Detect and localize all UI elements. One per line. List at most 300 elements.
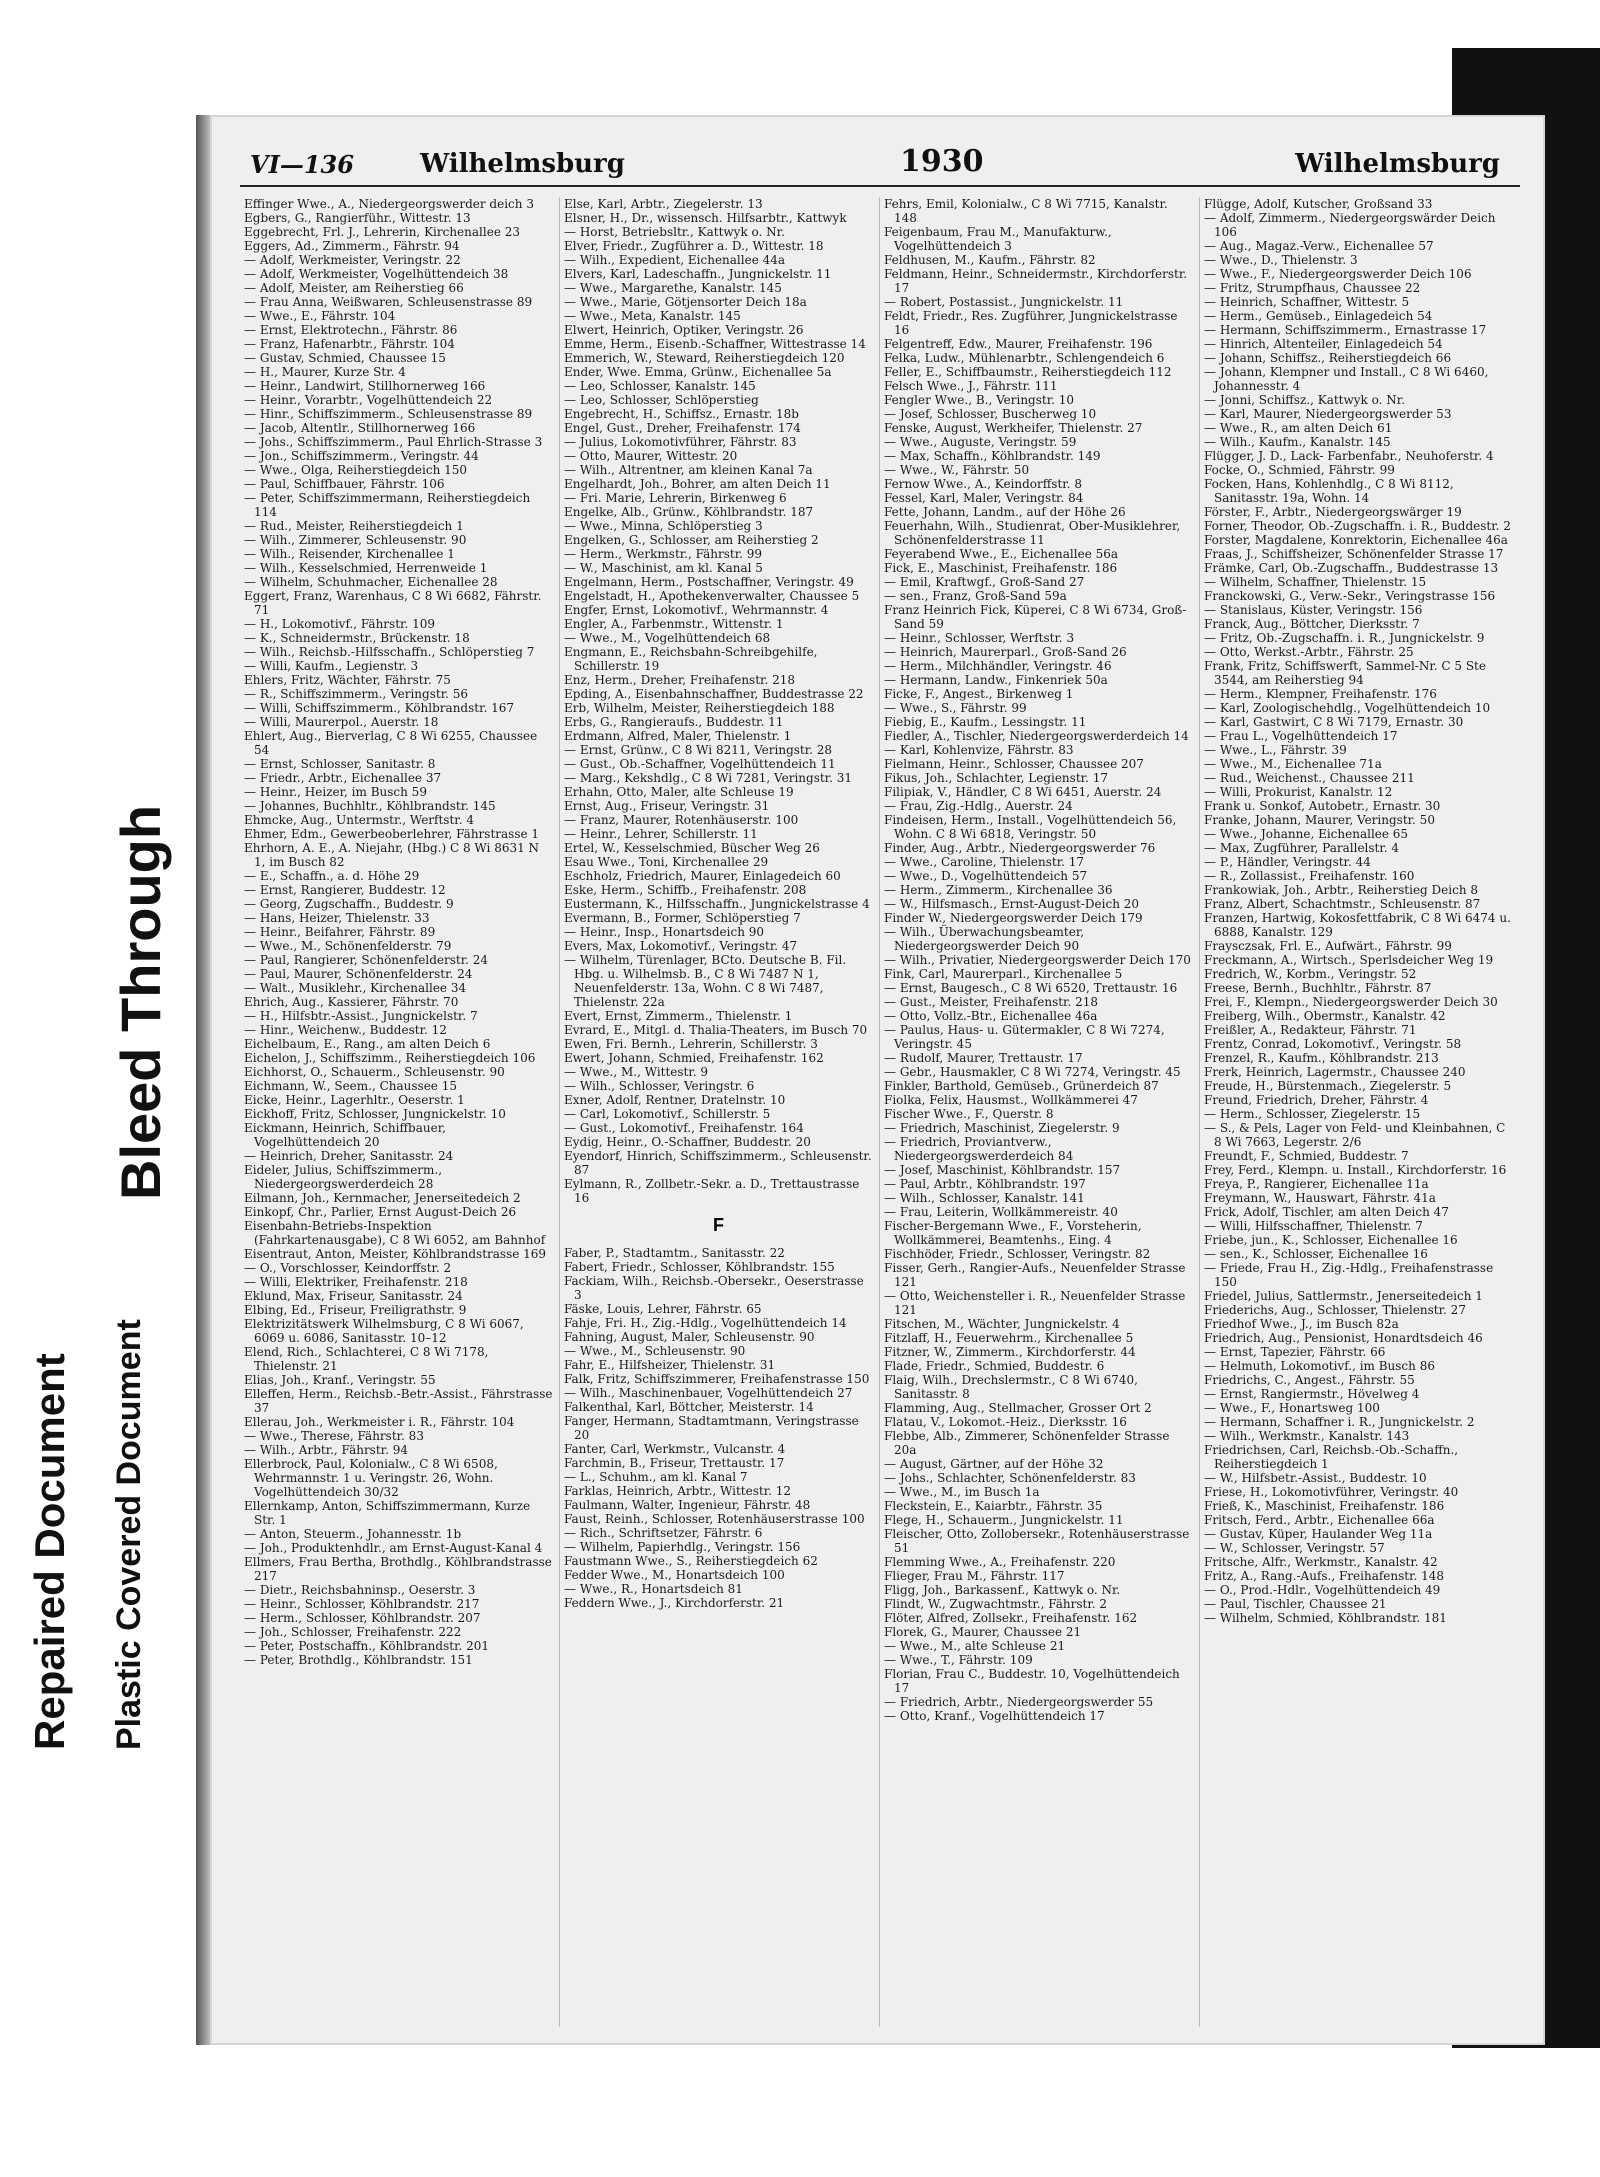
directory-entry: Fisser, Gerh., Rangier-Aufs., Neuenfelder Strasse 121	[884, 1261, 1186, 1289]
directory-entry: — L., Schuhm., am kl. Kanal 7	[564, 1470, 748, 1484]
directory-entry: — Wwe., Caroline, Thielenstr. 17	[884, 855, 1085, 869]
directory-entry: — Heinrich, Dreher, Sanitasstr. 24	[244, 1149, 454, 1163]
directory-entry: Eickmann, Heinrich, Schiffbauer, Vogelhüttendeich 20	[244, 1121, 446, 1149]
directory-entry: — Gebr., Hausmakler, C 8 Wi 7274, Veringstr. 45	[884, 1065, 1181, 1079]
directory-column-1	[240, 197, 560, 2027]
directory-entry: Erbs, G., Rangieraufs., Buddestr. 11	[564, 715, 784, 729]
directory-entry: Fengler Wwe., B., Veringstr. 10	[884, 393, 1075, 407]
directory-entry: Franz, Albert, Schachtmstr., Schleusenstr. 87	[1204, 897, 1481, 911]
directory-entry: — Hinrich, Altenteiler, Einlagedeich 54	[1204, 337, 1443, 351]
directory-entry: — Willi, Prokurist, Kanalstr. 12	[1204, 785, 1393, 799]
directory-entry: Freymann, W., Hauswart, Fährstr. 41a	[1204, 1191, 1436, 1205]
directory-entry: — Wwe., E., Fährstr. 104	[244, 309, 396, 323]
directory-entry: — Ernst, Rangiermstr., Hövelweg 4	[1204, 1387, 1420, 1401]
directory-entry: — Otto, Kranf., Vogelhüttendeich 17	[884, 1709, 1105, 1723]
directory-entry: — Adolf, Zimmerm., Niedergeorgswärder Deich 106	[1204, 211, 1496, 239]
directory-entry: — Herm., Schlosser, Ziegelerstr. 15	[1204, 1107, 1421, 1121]
directory-entry: Frentz, Conrad, Lokomotivf., Veringstr. 58	[1204, 1037, 1462, 1051]
directory-entry: — Friedrich, Proviantverw., Niedergeorgswerderdeich 84	[884, 1135, 1074, 1163]
directory-entry: — Fritz, Strumpfhaus, Chaussee 22	[1204, 281, 1421, 295]
directory-entry: Flemming Wwe., A., Freihafenstr. 220	[884, 1555, 1116, 1569]
directory-entry: Feddern Wwe., J., Kirchdorferstr. 21	[564, 1596, 785, 1610]
directory-entry: Engfer, Ernst, Lokomotivf., Wehrmannstr. 4	[564, 603, 829, 617]
directory-entry: — Wwe., M., Vogelhüttendeich 68	[564, 631, 771, 645]
directory-entry: Eschholz, Friedrich, Maurer, Einlagedeich 60	[564, 869, 841, 883]
directory-entry: Elektrizitätswerk Wilhelmsburg, C 8 Wi 6067, 6069 u. 6086, Sanitasstr. 10–12	[244, 1317, 524, 1345]
directory-entry: — Gust., Ob.-Schaffner, Vogelhüttendeich 11	[564, 757, 836, 771]
directory-column-2	[560, 197, 880, 2027]
directory-entry: — Heinr., Schlosser, Köhlbrandstr. 217	[244, 1597, 480, 1611]
directory-entry: Felsch Wwe., J., Fährstr. 111	[884, 379, 1058, 393]
directory-entry: — Johann, Klempner und Install., C 8 Wi 6460, Johannesstr. 4	[1204, 365, 1489, 393]
directory-entry: Epding, A., Eisenbahnschaffner, Buddestrasse 22	[564, 687, 864, 701]
directory-entry: — H., Hilfsbtr.-Assist., Jungnickelstr. 7	[244, 1009, 478, 1023]
directory-entry: — Wwe., T., Fährstr. 109	[884, 1653, 1033, 1667]
directory-entry: — Herm., Schlosser, Köhlbrandstr. 207	[244, 1611, 481, 1625]
directory-entry: Eggert, Franz, Warenhaus, C 8 Wi 6682, Fährstr. 71	[244, 589, 542, 617]
directory-entry: — Wilh., Zimmerer, Schleusenstr. 90	[244, 533, 467, 547]
directory-entry: — Marg., Kekshdlg., C 8 Wi 7281, Veringstr. 31	[564, 771, 852, 785]
directory-entry: — Willi, Maurerpol., Auerstr. 18	[244, 715, 439, 729]
directory-entry: — Otto, Maurer, Wittestr. 20	[564, 449, 738, 463]
directory-entry: Elsner, H., Dr., wissensch. Hilfsarbtr., Kattwyk	[564, 211, 847, 225]
directory-entry: Feldmann, Heinr., Schneidermstr., Kirchdorferstr. 17	[884, 267, 1188, 295]
directory-entry: Florek, G., Maurer, Chaussee 21	[884, 1625, 1082, 1639]
directory-entry: Ehlers, Fritz, Wächter, Fährstr. 75	[244, 673, 451, 687]
directory-entry: Erb, Wilhelm, Meister, Reiherstiegdeich 188	[564, 701, 835, 715]
directory-entry: — Wwe., R., Honartsdeich 81	[564, 1582, 743, 1596]
directory-entry: Friedhof Wwe., J., im Busch 82a	[1204, 1317, 1399, 1331]
directory-entry: — Karl, Maurer, Niedergeorgswerder 53	[1204, 407, 1452, 421]
directory-entry: Eichmann, W., Seem., Chaussee 15	[244, 1079, 457, 1093]
directory-entry: — W., Schlosser, Veringstr. 57	[1204, 1541, 1385, 1555]
directory-entry: — Wilh., Schlosser, Kanalstr. 141	[884, 1191, 1085, 1205]
directory-entry: — Herm., Gemüseb., Einlagedeich 54	[1204, 309, 1433, 323]
directory-entry: Friebe, jun., K., Schlosser, Eichenallee 16	[1204, 1233, 1458, 1247]
directory-entry: — Rudolf, Maurer, Trettaustr. 17	[884, 1051, 1083, 1065]
directory-entry: — Peter, Postschaffn., Köhlbrandstr. 201	[244, 1639, 490, 1653]
directory-entry: — Wwe., L., Fährstr. 39	[1204, 743, 1347, 757]
directory-entry: Fritsch, Ferd., Arbtr., Eichenallee 66a	[1204, 1513, 1435, 1527]
directory-entry: — H., Maurer, Kurze Str. 4	[244, 365, 406, 379]
directory-entry: — Wilh., Privatier, Niedergeorgswerder Deich 170	[884, 953, 1191, 967]
directory-entry: Frank u. Sonkof, Autobetr., Ernastr. 30	[1204, 799, 1441, 813]
directory-entry: — Fri. Marie, Lehrerin, Birkenweg 6	[564, 491, 787, 505]
directory-entry: Frieß, K., Maschinist, Freihafenstr. 186	[1204, 1499, 1445, 1513]
directory-entry: — K., Schneidermstr., Brückenstr. 18	[244, 631, 470, 645]
directory-entry: — August, Gärtner, auf der Höhe 32	[884, 1457, 1104, 1471]
directory-entry: — Johann, Schiffsz., Reiherstiegdeich 66	[1204, 351, 1452, 365]
directory-entry: Forner, Theodor, Ob.-Zugschaffn. i. R., Buddestr. 2	[1204, 519, 1511, 533]
directory-entry: — P., Händler, Veringstr. 44	[1204, 855, 1371, 869]
directory-entry: — Wwe., M., alte Schleuse 21	[884, 1639, 1066, 1653]
directory-entry: Fette, Johann, Landm., auf der Höhe 26	[884, 505, 1126, 519]
directory-entry: Freude, H., Bürstenmach., Ziegelerstr. 5	[1204, 1079, 1452, 1093]
directory-entry: Felgentreff, Edw., Maurer, Freihafenstr. 196	[884, 337, 1153, 351]
directory-entry: — Karl, Gastwirt, C 8 Wi 7179, Ernastr. 30	[1204, 715, 1464, 729]
directory-entry: — Wilh., Arbtr., Fährstr. 94	[244, 1443, 408, 1457]
directory-entry: Else, Karl, Arbtr., Ziegelerstr. 13	[564, 197, 763, 211]
directory-entry: — Wwe., Margarethe, Kanalstr. 145	[564, 281, 782, 295]
directory-entry: Franzen, Hartwig, Kokosfettfabrik, C 8 Wi 6474 u. 6888, Kanalstr. 129	[1204, 911, 1511, 939]
directory-entry: Fiolka, Felix, Hausmst., Wollkämmerei 47	[884, 1093, 1138, 1107]
directory-entry: — Wwe., M., Schleusenstr. 90	[564, 1344, 746, 1358]
directory-entry: — Rud., Weichenst., Chaussee 211	[1204, 771, 1415, 785]
directory-entry: Faulmann, Walter, Ingenieur, Fährstr. 48	[564, 1498, 811, 1512]
directory-entry: — Wwe., M., im Busch 1a	[884, 1485, 1040, 1499]
directory-entry: — Heinr., Lehrer, Schillerstr. 11	[564, 827, 758, 841]
directory-entry: Freundt, F., Schmied, Buddestr. 7	[1204, 1149, 1409, 1163]
directory-entry: Feyerabend Wwe., E., Eichenallee 56a	[884, 547, 1119, 561]
directory-entry: — Heinr., Insp., Honartsdeich 90	[564, 925, 765, 939]
directory-entry: Forster, Magdalene, Konrektorin, Eichenallee 46a	[1204, 533, 1508, 547]
directory-entry: — Friedr., Arbtr., Eichenallee 37	[244, 771, 442, 785]
directory-entry: Franck, Aug., Böttcher, Dierksstr. 7	[1204, 617, 1420, 631]
directory-entry: Focke, O., Schmied, Fährstr. 99	[1204, 463, 1395, 477]
directory-entry: — Jacob, Altentlr., Stillhornerweg 166	[244, 421, 476, 435]
repaired-document-label: Repaired Document	[26, 1353, 73, 1750]
directory-entry: — Joh., Produktenhdlr., am Ernst-August-Kanal 4	[244, 1541, 543, 1555]
directory-entry: Faber, P., Stadtamtm., Sanitasstr. 22	[564, 1246, 785, 1260]
directory-entry: Freckmann, A., Wirtsch., Sperlsdeicher Weg 19	[1204, 953, 1494, 967]
directory-entry: — Wilh., Reisender, Kirchenallee 1	[244, 547, 455, 561]
directory-entry: Friedrich, Aug., Pensionist, Honardtsdeich 46	[1204, 1331, 1483, 1345]
directory-entry: — Joh., Schlosser, Freihafenstr. 222	[244, 1625, 462, 1639]
directory-entry: Ewert, Johann, Schmied, Freihafenstr. 162	[564, 1051, 824, 1065]
directory-entry: — Otto, Vollz.-Btr., Eichenallee 46a	[884, 1009, 1098, 1023]
directory-entry: Fraas, J., Schiffsheizer, Schönenfelder Strasse 17	[1204, 547, 1504, 561]
directory-entry: Freya, P., Rangierer, Eichenallee 11a	[1204, 1177, 1429, 1191]
directory-entry: — Wilh., Überwachungsbeamter, Niedergeorgswerder Deich 90	[884, 925, 1085, 953]
directory-entry: — Stanislaus, Küster, Veringstr. 156	[1204, 603, 1423, 617]
directory-entry: Feuerhahn, Wilh., Studienrat, Ober-Musiklehrer, Schönenfelderstrasse 11	[884, 519, 1181, 547]
directory-entry: Fleischer, Otto, Zollobersekr., Rotenhäuserstrasse 51	[884, 1527, 1190, 1555]
directory-entry: Erdmann, Alfred, Maler, Thielenstr. 1	[564, 729, 792, 743]
directory-entry: Eylmann, R., Zollbetr.-Sekr. a. D., Trettaustrasse 16	[564, 1177, 860, 1205]
directory-entry: — Wilh., Kaufm., Kanalstr. 145	[1204, 435, 1391, 449]
directory-entry: Frerk, Heinrich, Lagermstr., Chaussee 240	[1204, 1065, 1466, 1079]
directory-entry: — Willi, Hilfsschaffner, Thielenstr. 7	[1204, 1219, 1423, 1233]
directory-entry: — Ernst, Rangierer, Buddestr. 12	[244, 883, 446, 897]
directory-entry: — Wilhelm, Türenlager, BCto. Deutsche B. Fil. Hbg. u. Wilhelmsb. B., C 8 Wi 7487 N 1, Neuenfelderstr. 13a, Wohn. C 8 Wi 7487, Thielenstr. 22a	[564, 953, 847, 1009]
directory-entry: — Wilh., Reichsb.-Hilfsschaffn., Schlöperstieg 7	[244, 645, 535, 659]
directory-entry: Elleffen, Herm., Reichsb.-Betr.-Assist., Fährstrasse 37	[244, 1387, 553, 1415]
directory-entry: — Georg, Zugschaffn., Buddestr. 9	[244, 897, 454, 911]
directory-entry: Fitzner, W., Zimmerm., Kirchdorferstr. 44	[884, 1345, 1136, 1359]
directory-entry: Flade, Friedr., Schmied, Buddestr. 6	[884, 1359, 1105, 1373]
directory-entry: — Herm., Werkmstr., Fährstr. 99	[564, 547, 763, 561]
directory-entry: Eske, Herm., Schiffb., Freihafenstr. 208	[564, 883, 807, 897]
directory-entry: — Wwe., Meta, Kanalstr. 145	[564, 309, 741, 323]
directory-entry: — Hermann, Landw., Finkenriek 50a	[884, 673, 1108, 687]
directory-entry: — Hinr., Schiffszimmerm., Schleusenstrasse 89	[244, 407, 533, 421]
directory-entry: — Willi, Kaufm., Legienstr. 3	[244, 659, 419, 673]
directory-entry: Friedrichsen, Carl, Reichsb.-Ob.-Schaffn., Reiherstiegdeich 1	[1204, 1443, 1459, 1471]
directory-entry: Frei, F., Klempn., Niedergeorgswerder Deich 30	[1204, 995, 1498, 1009]
directory-entry: — Aug., Magaz.-Verw., Eichenallee 57	[1204, 239, 1434, 253]
directory-entry: Ficke, F., Angest., Birkenweg 1	[884, 687, 1074, 701]
directory-entry: Finkler, Barthold, Gemüseb., Grünerdeich 87	[884, 1079, 1159, 1093]
directory-entry: Falk, Fritz, Schiffszimmerer, Freihafenstrasse 150	[564, 1372, 870, 1386]
directory-entry: — Gust., Meister, Freihafenstr. 218	[884, 995, 1098, 1009]
directory-entry: — W., Hilfsbetr.-Assist., Buddestr. 10	[1204, 1471, 1427, 1485]
directory-entry: Feldt, Friedr., Res. Zugführer, Jungnickelstrasse 16	[884, 309, 1178, 337]
directory-entry: — Paulus, Haus- u. Gütermakler, C 8 Wi 7274, Veringstr. 45	[884, 1023, 1165, 1051]
directory-entry: — Wwe., Minna, Schlöperstieg 3	[564, 519, 763, 533]
directory-entry: Fick, E., Maschinist, Freihafenstr. 186	[884, 561, 1118, 575]
directory-entry: Fernow Wwe., A., Keindorffstr. 8	[884, 477, 1082, 491]
directory-entry: — Wwe., M., Eichenallee 71a	[1204, 757, 1382, 771]
directory-entry: — Frau, Zig.-Hdlg., Auerstr. 24	[884, 799, 1073, 813]
directory-entry: Elvers, Karl, Ladeschaffn., Jungnickelstr. 11	[564, 267, 832, 281]
directory-entry: Eggebrecht, Frl. J., Lehrerin, Kirchenallee 23	[244, 225, 520, 239]
directory-entry: — Ernst, Elektrotechn., Fährstr. 86	[244, 323, 458, 337]
directory-entry: Emmerich, W., Steward, Reiherstiegdeich 120	[564, 351, 845, 365]
directory-entry: — Wwe., R., am alten Deich 61	[1204, 421, 1393, 435]
directory-entry: Ertel, W., Kesselschmied, Büscher Weg 26	[564, 841, 820, 855]
directory-page	[210, 115, 1545, 2045]
directory-entry: Finder, Aug., Arbtr., Niedergeorgswerder 76	[884, 841, 1156, 855]
directory-entry: Ehrich, Aug., Kassierer, Fährstr. 70	[244, 995, 459, 1009]
directory-entry: Friedel, Julius, Sattlermstr., Jenerseitedeich 1	[1204, 1289, 1483, 1303]
directory-entry: — R., Zollassist., Freihafenstr. 160	[1204, 869, 1415, 883]
directory-entry: — Julius, Lokomotivführer, Fährstr. 83	[564, 435, 797, 449]
directory-entry: — Wilh., Maschinenbauer, Vogelhüttendeich 27	[564, 1386, 853, 1400]
directory-entry: Eichelbaum, E., Rang., am alten Deich 6	[244, 1037, 491, 1051]
directory-columns	[240, 197, 1520, 2027]
directory-entry: Elend, Rich., Schlachterei, C 8 Wi 7178, Thielenstr. 21	[244, 1345, 489, 1373]
directory-entry: Flamming, Aug., Stellmacher, Grosser Ort 2	[884, 1401, 1152, 1415]
directory-entry: — Jonni, Schiffsz., Kattwyk o. Nr.	[1204, 393, 1406, 407]
directory-entry: — Carl, Lokomotivf., Schillerstr. 5	[564, 1107, 771, 1121]
directory-entry: Engebrecht, H., Schiffsz., Ernastr. 18b	[564, 407, 799, 421]
directory-entry: — Rud., Meister, Reiherstiegdeich 1	[244, 519, 464, 533]
directory-entry: Falkenthal, Karl, Böttcher, Meisterstr. 14	[564, 1400, 814, 1414]
directory-entry: — Wwe., F., Honartsweg 100	[1204, 1401, 1380, 1415]
directory-entry: Flege, H., Schauerm., Jungnickelstr. 11	[884, 1513, 1124, 1527]
directory-entry: — Rich., Schriftsetzer, Fährstr. 6	[564, 1526, 763, 1540]
directory-entry: — sen., K., Schlosser, Eichenallee 16	[1204, 1247, 1428, 1261]
directory-entry: — Wwe., S., Fährstr. 99	[884, 701, 1027, 715]
directory-entry: — Jon., Schiffszimmerm., Veringstr. 44	[244, 449, 479, 463]
directory-entry: — Johs., Schlachter, Schönenfelderstr. 83	[884, 1471, 1136, 1485]
directory-entry: — Heinr., Vorarbtr., Vogelhüttendeich 22	[244, 393, 493, 407]
directory-entry: Eggers, Ad., Zimmerm., Fährstr. 94	[244, 239, 460, 253]
directory-entry: — Dietr., Reichsbahninsp., Oeserstr. 3	[244, 1583, 476, 1597]
directory-entry: Frenzel, R., Kaufm., Köhlbrandstr. 213	[1204, 1051, 1439, 1065]
directory-entry: Ellmers, Frau Bertha, Brothdlg., Köhlbrandstrasse 217	[244, 1555, 552, 1583]
directory-entry: Fahning, August, Maler, Schleusenstr. 90	[564, 1330, 815, 1344]
directory-entry: Fikus, Joh., Schlachter, Legienstr. 17	[884, 771, 1108, 785]
directory-entry: Evert, Ernst, Zimmerm., Thielenstr. 1	[564, 1009, 793, 1023]
directory-entry: Exner, Adolf, Rentner, Dratelnstr. 10	[564, 1093, 786, 1107]
directory-entry: — Herm., Milchhändler, Veringstr. 46	[884, 659, 1112, 673]
directory-entry: Förster, F., Arbtr., Niedergeorgswärger 19	[1204, 505, 1462, 519]
directory-entry: Fahr, E., Hilfsheizer, Thielenstr. 31	[564, 1358, 776, 1372]
directory-entry: Evermann, B., Former, Schlöperstieg 7	[564, 911, 801, 925]
directory-entry: Felka, Ludw., Mühlenarbtr., Schlengendeich 6	[884, 351, 1165, 365]
directory-entry: Fäske, Louis, Lehrer, Fährstr. 65	[564, 1302, 762, 1316]
directory-entry: Fielmann, Heinr., Schlosser, Chaussee 207	[884, 757, 1144, 771]
directory-entry: — Wwe., Olga, Reiherstiegdeich 150	[244, 463, 468, 477]
directory-entry: — Heinr., Landwirt, Stillhornerweg 166	[244, 379, 486, 393]
directory-entry: Eyendorf, Hinrich, Schiffszimmerm., Schleusenstr. 87	[564, 1149, 872, 1177]
directory-entry: Evrard, E., Mitgl. d. Thalia-Theaters, im Busch 70	[564, 1023, 868, 1037]
directory-entry: Esau Wwe., Toni, Kirchenallee 29	[564, 855, 769, 869]
directory-entry: Fredrich, W., Korbm., Veringstr. 52	[1204, 967, 1417, 981]
directory-entry: — Paul, Arbtr., Köhlbrandstr. 197	[884, 1177, 1086, 1191]
directory-entry: Frankowiak, Joh., Arbtr., Reiherstieg Deich 8	[1204, 883, 1478, 897]
directory-entry: Enz, Herm., Dreher, Freihafenstr. 218	[564, 673, 795, 687]
directory-entry: Effinger Wwe., A., Niedergeorgswerder deich 3	[244, 197, 534, 211]
directory-entry: Flebbe, Alb., Zimmerer, Schönenfelder Strasse 20a	[884, 1429, 1170, 1457]
directory-entry: Fehrs, Emil, Kolonialw., C 8 Wi 7715, Kanalstr. 148	[884, 197, 1168, 225]
directory-entry: — Max, Schaffn., Köhlbrandstr. 149	[884, 449, 1101, 463]
directory-entry: — Otto, Weichensteller i. R., Neuenfelder Strasse 121	[884, 1289, 1186, 1317]
directory-entry: Egbers, G., Rangierführ., Wittestr. 13	[244, 211, 471, 225]
directory-entry: Evers, Max, Lokomotivf., Veringstr. 47	[564, 939, 798, 953]
directory-entry: Flöter, Alfred, Zollsekr., Freihafenstr. 162	[884, 1611, 1138, 1625]
directory-entry: — O., Vorschlosser, Keindorffstr. 2	[244, 1261, 452, 1275]
directory-entry: Främke, Carl, Ob.-Zugschaffn., Buddestrasse 13	[1204, 561, 1499, 575]
directory-entry: Frey, Ferd., Klempn. u. Install., Kirchdorferstr. 16	[1204, 1163, 1507, 1177]
directory-entry: Frick, Adolf, Tischler, am alten Deich 47	[1204, 1205, 1449, 1219]
directory-entry: Ernst, Aug., Friseur, Veringstr. 31	[564, 799, 770, 813]
directory-column-3	[880, 197, 1200, 2027]
directory-entry: — Leo, Schlosser, Schlöperstieg	[564, 393, 759, 407]
directory-entry: — Max, Zugführer, Parallelstr. 4	[1204, 841, 1400, 855]
header-place-left: Wilhelmsburg	[420, 149, 625, 179]
directory-entry: Elwert, Heinrich, Optiker, Veringstr. 26	[564, 323, 804, 337]
directory-entry: — R., Schiffszimmerm., Veringstr. 56	[244, 687, 469, 701]
directory-entry: — Frau L., Vogelhüttendeich 17	[1204, 729, 1398, 743]
directory-entry: Engelhardt, Joh., Bohrer, am alten Deich 11	[564, 477, 831, 491]
directory-entry: Fritsche, Alfr., Werkmstr., Kanalstr. 42	[1204, 1555, 1438, 1569]
directory-entry: Feller, E., Schiffbaumstr., Reiherstiegdeich 112	[884, 365, 1172, 379]
directory-entry: Elias, Joh., Kranf., Veringstr. 55	[244, 1373, 436, 1387]
header-place-right: Wilhelmsburg	[1295, 149, 1500, 179]
directory-entry: — Franz, Hafenarbtr., Fährstr. 104	[244, 337, 455, 351]
directory-entry: Fischer Wwe., F., Querstr. 8	[884, 1107, 1054, 1121]
directory-entry: Fabert, Friedr., Schlosser, Köhlbrandstr. 155	[564, 1260, 835, 1274]
directory-entry: — Leo, Schlosser, Kanalstr. 145	[564, 379, 756, 393]
directory-entry: — Wwe., D., Vogelhüttendeich 57	[884, 869, 1088, 883]
directory-entry: Fleckstein, E., Kaiarbtr., Fährstr. 35	[884, 1499, 1103, 1513]
directory-entry: — Heinr., Beifahrer, Fährstr. 89	[244, 925, 436, 939]
directory-entry: Farklas, Heinrich, Arbtr., Wittestr. 12	[564, 1484, 792, 1498]
directory-entry: — Herm., Zimmerm., Kirchenallee 36	[884, 883, 1113, 897]
directory-entry: Ewen, Fri. Bernh., Lehrerin, Schillerstr. 3	[564, 1037, 818, 1051]
directory-entry: Findeisen, Herm., Install., Vogelhüttendeich 56, Wohn. C 8 Wi 6818, Veringstr. 50	[884, 813, 1177, 841]
directory-entry: — Josef, Schlosser, Buscherweg 10	[884, 407, 1097, 421]
directory-entry: — S., & Pels, Lager von Feld- und Kleinbahnen, C 8 Wi 7663, Legerstr. 2/6	[1204, 1121, 1506, 1149]
directory-entry: — Wilhelm, Schmied, Köhlbrandstr. 181	[1204, 1611, 1447, 1625]
directory-entry: — Wilh., Schlosser, Veringstr. 6	[564, 1079, 755, 1093]
directory-entry: — W., Hilfsmasch., Ernst-August-Deich 20	[884, 897, 1140, 911]
directory-entry: Faust, Reinh., Schlosser, Rotenhäuserstrasse 100	[564, 1512, 865, 1526]
directory-entry: — Hans, Heizer, Thielenstr. 33	[244, 911, 430, 925]
directory-entry: Freund, Friedrich, Dreher, Fährstr. 4	[1204, 1093, 1429, 1107]
directory-entry: — Willi, Schiffszimmerm., Köhlbrandstr. 167	[244, 701, 515, 715]
directory-entry: Engmann, E., Reichsbahn-Schreibgehilfe, Schillerstr. 19	[564, 645, 818, 673]
directory-entry: Finder W., Niedergeorgswerder Deich 179	[884, 911, 1143, 925]
directory-entry: Fackiam, Wilh., Reichsb.-Obersekr., Oeserstrasse 3	[564, 1274, 864, 1302]
directory-entry: — Ernst, Tapezier, Fährstr. 66	[1204, 1345, 1386, 1359]
directory-entry: Fischer-Bergemann Wwe., F., Vorsteherin, Wollkämmerei, Beamtenhs., Eing. 4	[884, 1219, 1142, 1247]
directory-entry: — Wwe., W., Fährstr. 50	[884, 463, 1030, 477]
directory-entry: — Emil, Kraftwgf., Groß-Sand 27	[884, 575, 1085, 589]
directory-entry: — Friede, Frau H., Zig.-Hdlg., Freihafenstrasse 150	[1204, 1261, 1494, 1289]
directory-entry: — Gustav, Küper, Haulander Weg 11a	[1204, 1527, 1433, 1541]
directory-entry: — Hermann, Schiffszimmerm., Ernastrasse 17	[1204, 323, 1487, 337]
directory-entry: Engler, A., Farbenmstr., Wittenstr. 1	[564, 617, 784, 631]
directory-entry: Elbing, Ed., Friseur, Freiligrathstr. 9	[244, 1303, 467, 1317]
directory-entry: — Frau Anna, Weißwaren, Schleusenstrasse 89	[244, 295, 533, 309]
directory-entry: Feigenbaum, Frau M., Manufakturw., Vogelhüttendeich 3	[884, 225, 1112, 253]
directory-entry: — Karl, Zoologischehdlg., Vogelhüttendeich 10	[1204, 701, 1491, 715]
directory-entry: — Johs., Schiffszimmerm., Paul Ehrlich-Strasse 3	[244, 435, 543, 449]
directory-entry: Franz Heinrich Fick, Küperei, C 8 Wi 6734, Groß-Sand 59	[884, 603, 1187, 631]
directory-entry: — Frau, Leiterin, Wollkämmereistr. 40	[884, 1205, 1118, 1219]
directory-entry: Emme, Herm., Eisenb.-Schaffner, Wittestrasse 14	[564, 337, 866, 351]
directory-entry: Freißler, A., Redakteur, Fährstr. 71	[1204, 1023, 1417, 1037]
directory-entry: Eilmann, Joh., Kernmacher, Jenerseitedeich 2	[244, 1191, 521, 1205]
directory-entry: — Friedrich, Maschinist, Ziegelerstr. 9	[884, 1121, 1120, 1135]
directory-entry: Eustermann, K., Hilfsschaffn., Jungnickelstrasse 4	[564, 897, 870, 911]
page-number: VI—136	[250, 150, 354, 179]
plastic-covered-label: Plastic Covered Document	[110, 1319, 148, 1750]
directory-entry: — Robert, Postassist., Jungnickelstr. 11	[884, 295, 1124, 309]
directory-entry: — Wilhelm, Papierhdlg., Veringstr. 156	[564, 1540, 801, 1554]
directory-entry: — Wilh., Expedient, Eichenallee 44a	[564, 253, 786, 267]
directory-entry: Engelke, Alb., Grünw., Köhlbrandstr. 187	[564, 505, 814, 519]
directory-entry: — Adolf, Werkmeister, Veringstr. 22	[244, 253, 461, 267]
directory-entry: Freese, Bernh., Buchhltr., Fährstr. 87	[1204, 981, 1432, 995]
directory-entry: — Josef, Maschinist, Köhlbrandstr. 157	[884, 1163, 1121, 1177]
directory-entry: Focken, Hans, Kohlenhdlg., C 8 Wi 8112, Sanitasstr. 19a, Wohn. 14	[1204, 477, 1454, 505]
directory-entry: Frank, Fritz, Schiffswerft, Sammel-Nr. C 5 Ste 3544, am Reiherstieg 94	[1204, 659, 1486, 687]
directory-entry: — Wwe., Auguste, Veringstr. 59	[884, 435, 1077, 449]
directory-entry: Engelstadt, H., Apothekenverwalter, Chaussee 5	[564, 589, 860, 603]
directory-entry: Flügger, J. D., Lack- Farbenfabr., Neuhoferstr. 4	[1204, 449, 1494, 463]
bleed-through-label: Bleed Through	[109, 804, 172, 1200]
directory-entry: — Wilh., Altrentner, am kleinen Kanal 7a	[564, 463, 813, 477]
directory-entry: Ellerbrock, Paul, Kolonialw., C 8 Wi 6508, Wehrmannstr. 1 u. Veringstr. 26, Wohn. Vogelhüttendeich 30/32	[244, 1457, 498, 1499]
directory-entry: — Wilh., Werkmstr., Kanalstr. 143	[1204, 1429, 1410, 1443]
directory-entry: — Heinr., Schlosser, Werftstr. 3	[884, 631, 1075, 645]
directory-entry: Fiedler, A., Tischler, Niedergeorgswerderdeich 14	[884, 729, 1189, 743]
directory-entry: Ender, Wwe. Emma, Grünw., Eichenallee 5a	[564, 365, 832, 379]
directory-entry: Fenske, August, Werkheifer, Thielenstr. 27	[884, 421, 1143, 435]
directory-entry: Flindt, W., Zugwachtmstr., Fährstr. 2	[884, 1597, 1108, 1611]
directory-entry: Eichhorst, O., Schauerm., Schleusenstr. 90	[244, 1065, 505, 1079]
header-year: 1930	[900, 144, 984, 179]
directory-entry: — Walt., Musiklehr., Kirchenallee 34	[244, 981, 467, 995]
directory-entry: — Otto, Werkst.-Arbtr., Fährstr. 25	[1204, 645, 1414, 659]
directory-entry: Fraysczsak, Frl. E., Aufwärt., Fährstr. 99	[1204, 939, 1452, 953]
directory-entry: Faustmann Wwe., S., Reiherstiegdeich 62	[564, 1554, 818, 1568]
directory-entry: Eideler, Julius, Schiffszimmerm., Niedergeorgswerderdeich 28	[244, 1163, 443, 1191]
directory-entry: — Heinr., Heizer, im Busch 59	[244, 785, 427, 799]
section-letter-f: F	[713, 1215, 724, 1235]
directory-entry: Fritz, A., Rang.-Aufs., Freihafenstr. 148	[1204, 1569, 1445, 1583]
directory-entry: Fanter, Carl, Werkmstr., Vulcanstr. 4	[564, 1442, 786, 1456]
directory-entry: Florian, Frau C., Buddestr. 10, Vogelhüttendeich 17	[884, 1667, 1180, 1695]
directory-entry: — Wwe., Therese, Fährstr. 83	[244, 1429, 424, 1443]
directory-entry: Fessel, Karl, Maler, Veringstr. 84	[884, 491, 1084, 505]
directory-entry: Ehrhorn, A. E., A. Niejahr, (Hbg.) C 8 Wi 8631 N 1, im Busch 82	[244, 841, 540, 869]
directory-entry: Fiebig, E., Kaufm., Lessingstr. 11	[884, 715, 1087, 729]
